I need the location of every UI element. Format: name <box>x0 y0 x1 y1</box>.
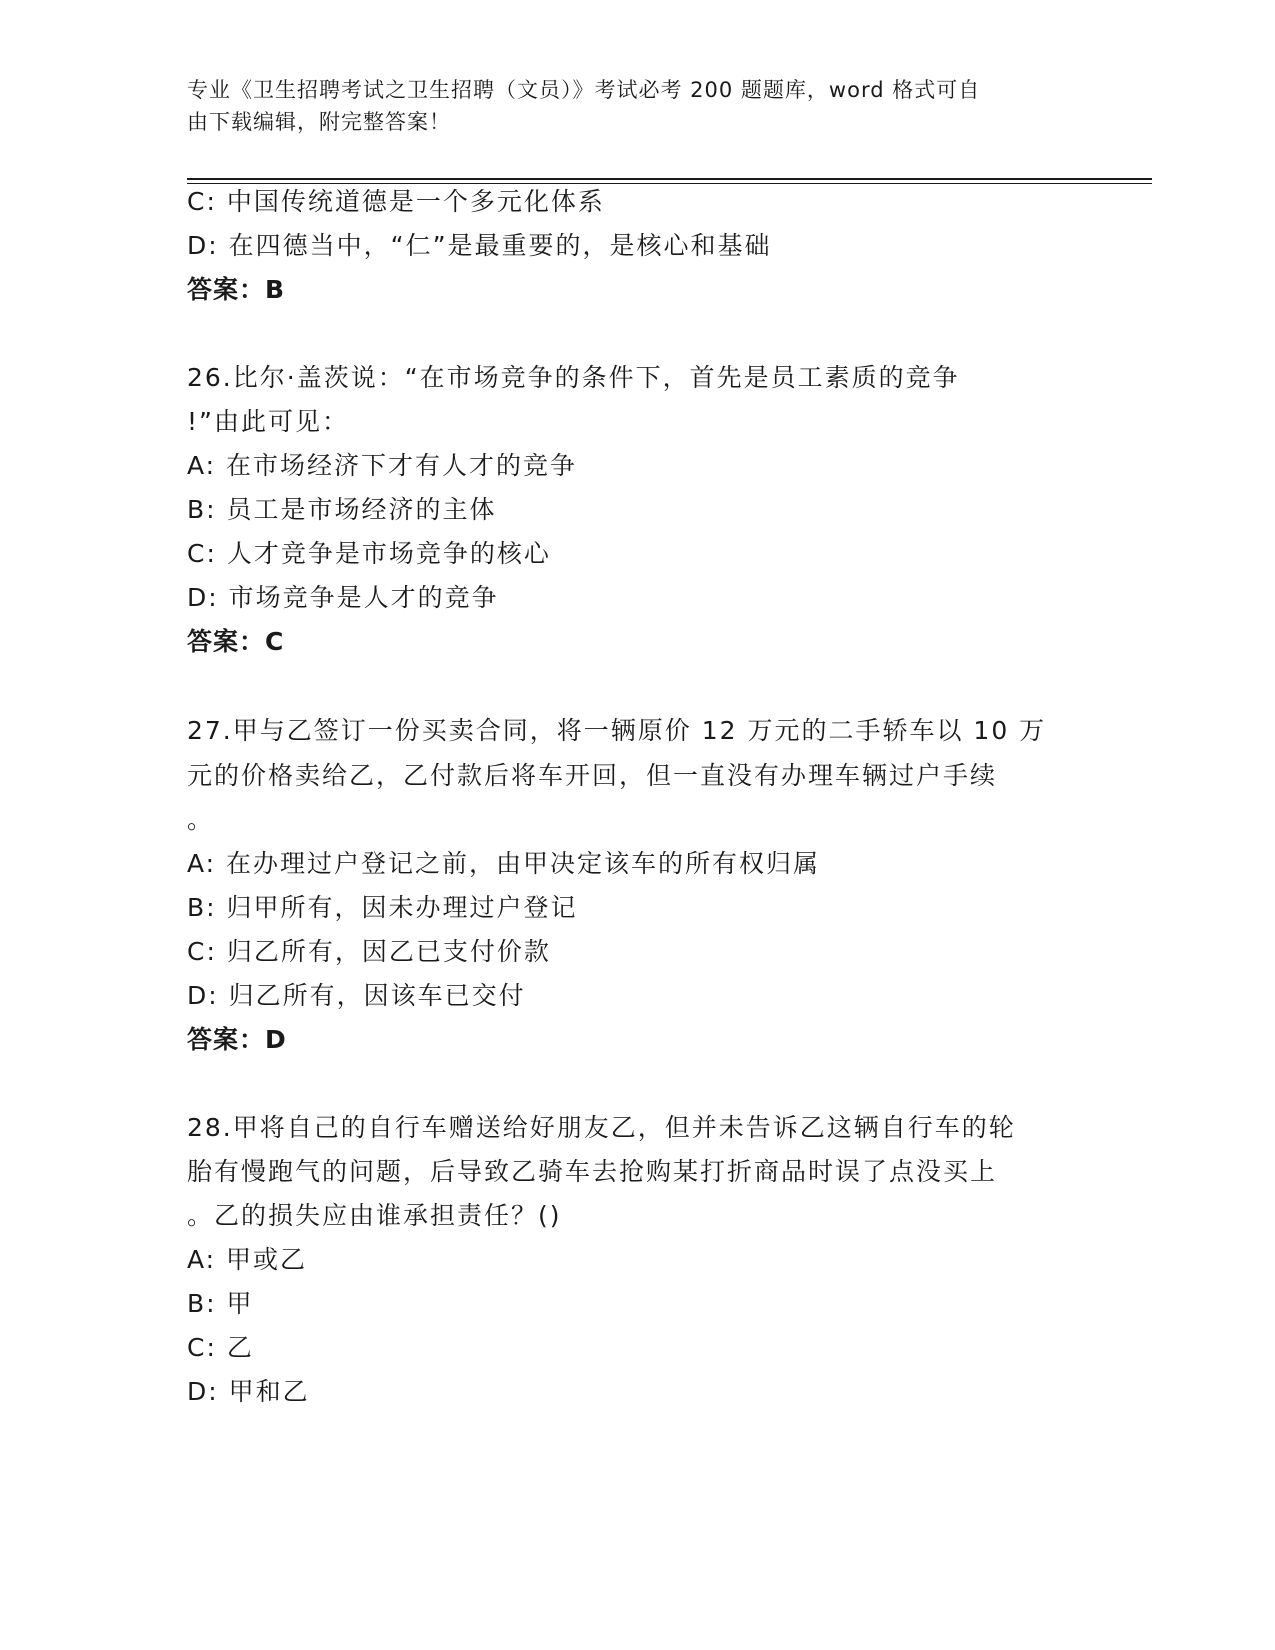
q28-stem-line-2: 胎有慢跑气的问题，后导致乙骑车去抢购某打折商品时误了点没买上 <box>187 1157 998 1186</box>
q28-option-b: B: 甲 <box>187 1289 254 1318</box>
header-rule-thin <box>187 183 1152 184</box>
q28-option-d: D: 甲和乙 <box>187 1377 310 1406</box>
q25-answer: 答案：B <box>187 275 286 304</box>
q26-option-d: D: 市场竞争是人才的竞争 <box>187 583 499 612</box>
q28-option-c: C: 乙 <box>187 1333 254 1362</box>
q26-stem-line-1: 26.比尔·盖茨说：“在市场竞争的条件下，首先是员工素质的竞争 <box>187 363 960 392</box>
header-line-2: 由下载编辑，附完整答案！ <box>187 110 451 134</box>
q26-option-a: A: 在市场经济下才有人才的竞争 <box>187 451 578 480</box>
header-line-1: 专业《卫生招聘考试之卫生招聘（文员）》考试必考 200 题题库，word 格式可自 <box>187 78 981 102</box>
q28-option-a: A: 甲或乙 <box>187 1245 308 1274</box>
q26-answer: 答案：C <box>187 627 285 656</box>
q27-stem-line-2: 元的价格卖给乙，乙付款后将车开回，但一直没有办理车辆过户手续 <box>187 761 998 790</box>
q28-stem-line-1: 28.甲将自己的自行车赠送给好朋友乙，但并未告诉乙这辆自行车的轮 <box>187 1113 1016 1142</box>
q26-stem-line-2: !”由此可见： <box>187 407 349 436</box>
q27-option-d: D: 归乙所有，因该车已交付 <box>187 981 526 1010</box>
q27-answer: 答案：D <box>187 1025 287 1054</box>
q27-option-b: B: 归甲所有，因未办理过户登记 <box>187 893 578 922</box>
document-header <box>187 74 1087 138</box>
header-rule-thick <box>187 178 1152 180</box>
q26-option-c: C: 人才竞争是市场竞争的核心 <box>187 539 551 568</box>
q27-option-c: C: 归乙所有，因乙已支付价款 <box>187 937 551 966</box>
q27-option-a: A: 在办理过户登记之前，由甲决定该车的所有权归属 <box>187 849 821 878</box>
q25-option-d: D: 在四德当中，“仁”是最重要的，是核心和基础 <box>187 231 772 260</box>
q28-stem-line-3: 。乙的损失应由谁承担责任？() <box>187 1201 562 1230</box>
q27-stem-line-3: 。 <box>187 805 215 834</box>
q25-option-c: C: 中国传统道德是一个多元化体系 <box>187 187 605 216</box>
q27-stem-line-1: 27.甲与乙签订一份买卖合同，将一辆原价 12 万元的二手轿车以 10 万 <box>187 716 1047 745</box>
q26-option-b: B: 员工是市场经济的主体 <box>187 495 497 524</box>
